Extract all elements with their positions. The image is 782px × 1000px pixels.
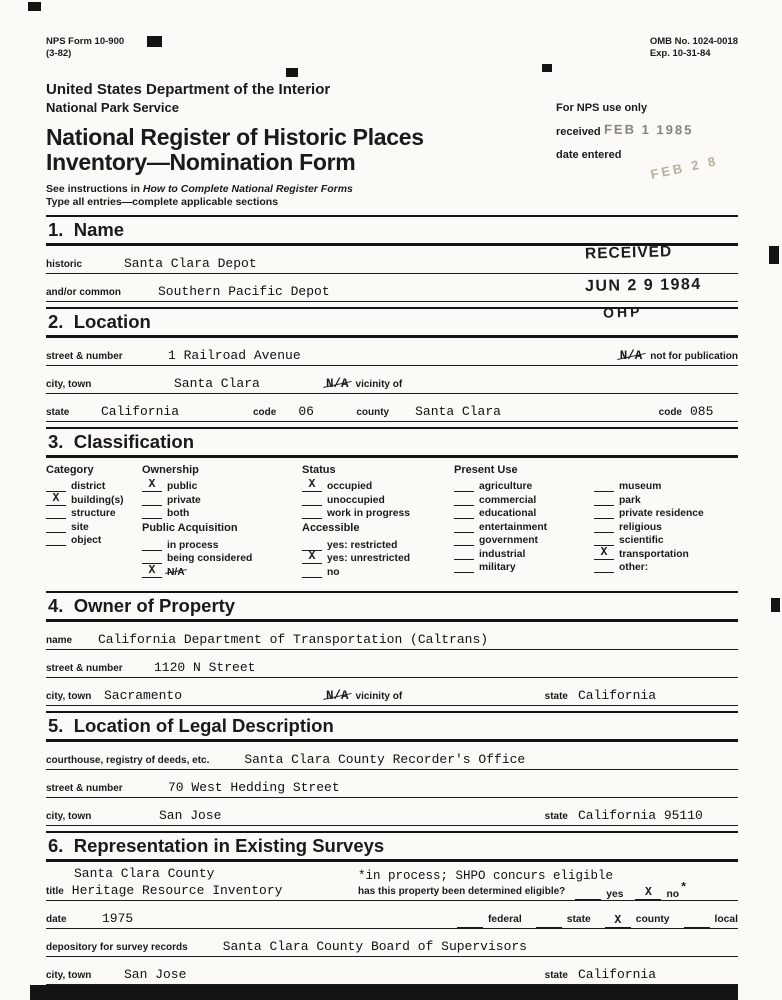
level-local-mark xyxy=(684,914,710,928)
checkbox-item xyxy=(302,537,454,551)
checkbox-item xyxy=(594,533,738,547)
city-label: city, town xyxy=(46,378,92,390)
eligible-no-asterisk: * xyxy=(680,880,688,895)
owner-street-value: 1120 N Street xyxy=(154,659,256,675)
owner-state-value: California xyxy=(578,687,657,703)
owner-vicinity-label: vicinity of xyxy=(355,690,403,702)
checkbox-label: museum xyxy=(619,481,662,493)
checkbox-mark: X xyxy=(302,478,322,492)
checkbox-mark: X xyxy=(142,564,162,578)
checkbox-label: entertainment xyxy=(479,521,548,533)
checkbox-item xyxy=(302,479,454,493)
level-federal-label: federal xyxy=(487,913,522,925)
classification-status-column xyxy=(302,464,454,578)
checkbox-item xyxy=(594,492,738,506)
checkbox-item xyxy=(454,546,594,560)
classification-present-use-column-b xyxy=(594,464,738,578)
checkbox-label: being considered xyxy=(167,553,253,565)
checkbox-label: in process xyxy=(167,539,219,551)
checkbox-mark xyxy=(454,532,474,546)
checkbox-mark xyxy=(594,478,614,492)
checkbox-label: commercial xyxy=(479,494,537,506)
courthouse-row xyxy=(46,742,738,770)
section-3-heading: 3. Classification xyxy=(46,427,738,458)
level-county-mark: X xyxy=(605,914,631,928)
survey-title-block xyxy=(46,866,358,900)
classification-category-column xyxy=(46,464,142,578)
owner-city-label: city, town xyxy=(46,690,92,702)
form-title-line2: Inventory—Nomination Form xyxy=(46,148,356,175)
state-code-value: 06 xyxy=(298,403,314,419)
checkbox-label: private residence xyxy=(619,508,704,520)
county-code-label: code xyxy=(658,406,682,418)
checkbox-label: yes: restricted xyxy=(327,539,398,551)
section-4-heading: 4. Owner of Property xyxy=(46,591,738,622)
owner-street-label: street & number xyxy=(46,662,123,674)
survey-date-label: date xyxy=(46,913,67,925)
state-row xyxy=(46,394,738,422)
courthouse-label: courthouse, registry of deeds, etc. xyxy=(46,754,210,766)
street-value: 1 Railroad Avenue xyxy=(168,347,301,363)
historic-label: historic xyxy=(46,258,83,270)
owner-city-value: Sacramento xyxy=(104,687,183,703)
survey-title-label: title xyxy=(46,885,64,897)
checkbox-label: other: xyxy=(619,562,649,574)
checkbox-mark xyxy=(46,478,66,492)
checkbox-mark: X xyxy=(302,550,322,564)
owner-name-value: California Department of Transportation (Caltrans) xyxy=(98,631,489,647)
checkbox-label: work in progress xyxy=(327,508,410,520)
checkbox-mark xyxy=(454,546,474,560)
checkbox-label: government xyxy=(479,535,538,547)
owner-name-row xyxy=(46,622,738,650)
state-label: state xyxy=(46,406,70,418)
checkbox-label: structure xyxy=(71,508,116,520)
checkbox-item xyxy=(142,479,302,493)
street-label: street & number xyxy=(46,350,123,362)
checkbox-mark: X xyxy=(594,546,614,560)
public-acquisition-header: Public Acquisition xyxy=(142,522,238,535)
date-entered-stamp: FEB 2 8 xyxy=(649,153,720,182)
courthouse-value: Santa Clara County Recorder's Office xyxy=(244,751,526,767)
category-header: Category xyxy=(46,463,94,476)
vicinity-na: N/A xyxy=(326,376,349,391)
checkbox-label: military xyxy=(479,562,516,574)
checkbox-mark xyxy=(594,532,614,546)
historic-name-row xyxy=(46,246,738,274)
present-use-header-spacer xyxy=(594,464,738,479)
checkbox-label: transportation xyxy=(619,548,689,560)
legal-street-row xyxy=(46,770,738,798)
level-local-label: local xyxy=(714,913,738,925)
checkbox-label: agriculture xyxy=(479,481,533,493)
county-code-value: 085 xyxy=(690,403,714,419)
omb-number: OMB No. 1024-0018 xyxy=(649,36,738,47)
legal-city-label: city, town xyxy=(46,810,92,822)
checkbox-label: yes: unrestricted xyxy=(327,553,410,565)
checkbox-item xyxy=(142,492,302,506)
owner-vicinity-na: N/A xyxy=(326,688,349,703)
checkbox-item xyxy=(594,506,738,520)
classification-ownership-column xyxy=(142,464,302,578)
common-name-label: and/or common xyxy=(46,286,122,298)
checkbox-item xyxy=(142,551,302,565)
agency-title: National Park Service xyxy=(46,99,179,115)
legal-city-row xyxy=(46,798,738,826)
checkbox-mark: X xyxy=(142,478,162,492)
common-name-value: Southern Pacific Depot xyxy=(158,283,330,299)
legal-city-value: San Jose xyxy=(159,807,222,823)
checkbox-mark xyxy=(142,550,162,564)
depository-value: Santa Clara County Board of Supervisors xyxy=(222,938,527,954)
date-entered-label: date entered xyxy=(556,149,622,161)
checkbox-item xyxy=(46,492,142,506)
level-federal-mark xyxy=(457,914,483,928)
section-1-heading: 1. Name xyxy=(46,215,738,246)
survey-note: *in process; SHPO concurs eligible xyxy=(358,868,614,883)
level-state-label: state xyxy=(566,913,591,925)
ownership-header: Ownership xyxy=(142,463,199,476)
historic-value: Santa Clara Depot xyxy=(124,255,257,271)
checkbox-item xyxy=(454,560,594,574)
checkbox-item xyxy=(454,519,594,533)
survey-title-row xyxy=(46,862,738,901)
checkbox-item xyxy=(302,551,454,565)
checkbox-label: no xyxy=(327,566,340,578)
city-row xyxy=(46,366,738,394)
classification-present-use-column-a xyxy=(454,464,594,578)
instructions-book-title: How to Complete National Register Forms xyxy=(142,183,353,196)
checkbox-item xyxy=(142,537,302,551)
instructions-line1 xyxy=(46,183,738,196)
county-value: Santa Clara xyxy=(415,403,501,419)
form-title xyxy=(46,125,738,176)
checkbox-mark xyxy=(454,505,474,519)
checkbox-label: scientific xyxy=(619,535,664,547)
eligible-no-mark: X xyxy=(635,886,661,900)
checkbox-mark xyxy=(142,492,162,506)
checkbox-label: park xyxy=(619,494,641,506)
checkbox-mark xyxy=(594,492,614,506)
checkbox-mark xyxy=(46,519,66,533)
stamp-ohp-text: OHP xyxy=(602,303,643,321)
checkbox-item xyxy=(454,506,594,520)
checkbox-label: industrial xyxy=(479,548,526,560)
section-2-heading: 2. Location xyxy=(46,307,738,338)
street-row xyxy=(46,338,738,366)
stamp-date-text: JUN 2 9 1984 xyxy=(584,275,702,296)
checkbox-item xyxy=(142,506,302,520)
checkbox-label: private xyxy=(167,494,201,506)
checkbox-item xyxy=(46,519,142,533)
checkbox-label: public xyxy=(167,481,198,493)
received-date-stamp: FEB 1 1985 xyxy=(603,121,694,138)
legal-street-label: street & number xyxy=(46,782,123,794)
survey-date-row xyxy=(46,901,738,929)
department-title: United States Department of the Interior xyxy=(46,80,331,98)
not-for-publication-na: N/A xyxy=(619,348,643,363)
checkbox-mark xyxy=(454,519,474,533)
county-label: county xyxy=(356,406,390,418)
scan-artifact xyxy=(28,2,41,11)
instructions-line2: Type all entries—complete applicable sections xyxy=(46,196,279,209)
checkbox-label: district xyxy=(71,481,106,493)
state-code-label: code xyxy=(253,406,277,418)
form-revision: (3-82) xyxy=(46,48,72,60)
checkbox-item xyxy=(454,479,594,493)
form-meta-row xyxy=(46,36,738,61)
level-county-label: county xyxy=(635,913,670,925)
checkbox-mark xyxy=(454,478,474,492)
received-label: received xyxy=(556,126,601,138)
classification-table xyxy=(46,458,738,586)
scan-artifact xyxy=(771,598,780,612)
checkbox-mark xyxy=(302,564,322,578)
checkbox-mark xyxy=(302,505,322,519)
checkbox-item xyxy=(594,519,738,533)
legal-state-value: California 95110 xyxy=(578,807,703,823)
checkbox-mark xyxy=(142,537,162,551)
checkbox-label: both xyxy=(167,508,190,520)
checkbox-mark xyxy=(142,505,162,519)
checkbox-mark xyxy=(46,532,66,546)
survey-city-value: San Jose xyxy=(124,966,187,982)
eligible-yes-label: yes xyxy=(606,888,624,900)
eligible-no-label: no xyxy=(666,888,680,900)
owner-city-row xyxy=(46,678,738,706)
nps-use-only-label: For NPS use only xyxy=(556,102,648,114)
accessible-header: Accessible xyxy=(302,522,360,535)
owner-street-row xyxy=(46,650,738,678)
eligible-question: has this property been determined eligible? xyxy=(358,885,566,897)
instructions-prefix: See instructions in xyxy=(46,183,143,196)
section-6-heading: 6. Representation in Existing Surveys xyxy=(46,831,738,862)
checkbox-item xyxy=(454,492,594,506)
survey-state-value: California xyxy=(578,966,657,982)
checkbox-label: occupied xyxy=(327,481,373,493)
checkbox-item xyxy=(302,506,454,520)
omb-expiration: Exp. 10-31-84 xyxy=(649,48,711,60)
state-value: California xyxy=(101,403,180,419)
stamp-received-text: RECEIVED xyxy=(584,243,673,263)
checkbox-item xyxy=(302,564,454,578)
checkbox-mark xyxy=(454,492,474,506)
checkbox-item xyxy=(46,479,142,493)
common-name-row xyxy=(46,274,738,302)
owner-name-label: name xyxy=(46,634,73,646)
checkbox-item xyxy=(46,533,142,547)
survey-eligibility-block xyxy=(358,866,738,900)
survey-city-label: city, town xyxy=(46,969,92,981)
checkbox-mark xyxy=(302,492,322,506)
checkbox-item xyxy=(594,560,738,574)
checkbox-label: site xyxy=(71,521,89,533)
checkbox-label: N/A xyxy=(167,566,185,578)
checkbox-label: religious xyxy=(619,521,662,533)
survey-title-line1: Santa Clara County xyxy=(74,865,215,881)
city-value: Santa Clara xyxy=(174,375,260,391)
checkbox-item xyxy=(454,533,594,547)
form-number: NPS Form 10-900 xyxy=(46,36,125,47)
survey-title-line2: Heritage Resource Inventory xyxy=(71,882,283,898)
checkbox-item xyxy=(594,546,738,560)
survey-state-label: state xyxy=(544,969,568,981)
depository-row xyxy=(46,929,738,957)
checkbox-item xyxy=(302,492,454,506)
legal-state-label: state xyxy=(544,810,568,822)
checkbox-item xyxy=(46,506,142,520)
checkbox-mark xyxy=(46,505,66,519)
survey-city-row xyxy=(46,957,738,985)
checkbox-mark xyxy=(594,505,614,519)
status-header: Status xyxy=(302,463,336,476)
checkbox-mark xyxy=(454,559,474,573)
checkbox-label: object xyxy=(71,535,102,547)
legal-street-value: 70 West Hedding Street xyxy=(168,779,340,795)
scan-edge-bar xyxy=(30,985,738,1000)
not-for-publication-label: not for publication xyxy=(650,350,738,362)
checkbox-item xyxy=(142,564,302,578)
owner-state-label: state xyxy=(544,690,568,702)
checkbox-mark: X xyxy=(46,492,66,506)
depository-label: depository for survey records xyxy=(46,941,188,953)
checkbox-mark xyxy=(302,537,322,551)
vicinity-label: vicinity of xyxy=(355,378,403,390)
present-use-header: Present Use xyxy=(454,463,518,476)
eligible-yes-mark xyxy=(575,886,601,900)
checkbox-label: unoccupied xyxy=(327,494,385,506)
checkbox-mark xyxy=(594,559,614,573)
form-title-line1: National Register of Historic Places xyxy=(46,123,424,150)
scan-artifact xyxy=(769,246,779,264)
level-state-mark xyxy=(536,914,562,928)
checkbox-label: educational xyxy=(479,508,537,520)
survey-date-value: 1975 xyxy=(102,910,134,926)
checkbox-label: building(s) xyxy=(71,494,124,506)
section-5-heading: 5. Location of Legal Description xyxy=(46,711,738,742)
checkbox-mark xyxy=(594,519,614,533)
checkbox-item xyxy=(594,479,738,493)
